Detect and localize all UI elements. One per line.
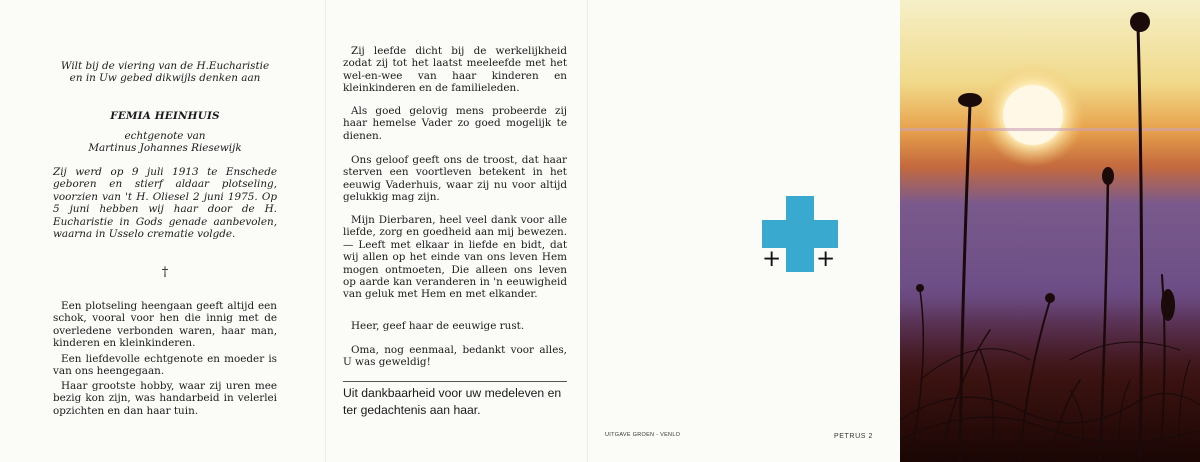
spouse-name: Martinus Johannes Riesewijk (88, 142, 242, 154)
divider (343, 381, 567, 382)
thanks-text: Uit dankbaarheid voor uw medeleven en ter gedachtenis aan haar. (343, 386, 562, 417)
left-paragraph: Een liefdevolle echtgenote en moeder is van ons heengegaan. (53, 353, 277, 378)
left-paragraph: Haar grootste hobby, waar zij uren mee bezig kon zijn, was handarbeid in velerlei opzichten en dan haar tuin. (53, 380, 277, 417)
cross-panel (587, 0, 900, 462)
middle-paragraph: Zij leefde dicht bij de werkelijkheid zodat zij tot het laatst meeleefde met het wel-en-wee van haar kinderen en kleinkinderen en de familieleden. (343, 45, 567, 95)
small-cross-right-icon: + (816, 246, 836, 272)
middle-paragraph: Ons geloof geeft ons de troost, dat haar sterven een voortleven betekent in het eeuwig Vaderhuis, waar zij nu voor altijd gelukkig mag zijn. (343, 154, 567, 204)
intro-text: Wilt bij de viering van de H.Eucharistie en in Uw gebed dikwijls denken aan (60, 60, 270, 85)
biography: Zij werd op 9 juli 1913 te Enschede geboren en stierf aldaar plotseling, voorzien van 't H. Oliesel 2 juni 1975. Op 5 juni hebben wij haar door de H. Eucharistie in Gods genade aanbevolen, waarna in Usselo crematie volgde. (53, 166, 277, 241)
prayer-line: Heer, geef haar de eeuwige rust. (351, 320, 525, 332)
catalog-number: PETRUS 2 (834, 433, 874, 440)
dagger-cross-icon: † (161, 265, 169, 280)
small-cross-left-icon: + (762, 246, 782, 272)
photo-panel (900, 0, 1200, 462)
left-paragraph: Een plotseling heengaan geeft altijd een schok, vooral voor hen die innig met de overledene verbonden waren, haar man, kinderen en kleinkinderen. (53, 300, 277, 350)
spouse-intro: echtgenote van (124, 130, 206, 142)
sunset-grass-photo (900, 0, 1200, 462)
deceased-name: FEMIA HEINHUIS (110, 110, 220, 122)
publisher-imprint: UITGAVE GROEN - VENLO (605, 432, 681, 438)
farewell-line: Oma, nog eenmaal, bedankt voor alles, U was geweldig! (343, 344, 567, 369)
middle-paragraph: Als goed gelovig mens probeerde zij haar hemelse Vader zo goed mogelijk te dienen. (343, 105, 567, 142)
middle-paragraph: Mijn Dierbaren, heel veel dank voor alle liefde, zorg en goedheid aan mij bewezen. — Leeft met elkaar in liefde en bidt, dat wij allen op het einde van ons leven Hem mogen ontmoeten, Die alleen ons leven op aarde kan veranderen in 'n eeuwigheid van geluk met Hem en met elkander. (343, 214, 567, 301)
